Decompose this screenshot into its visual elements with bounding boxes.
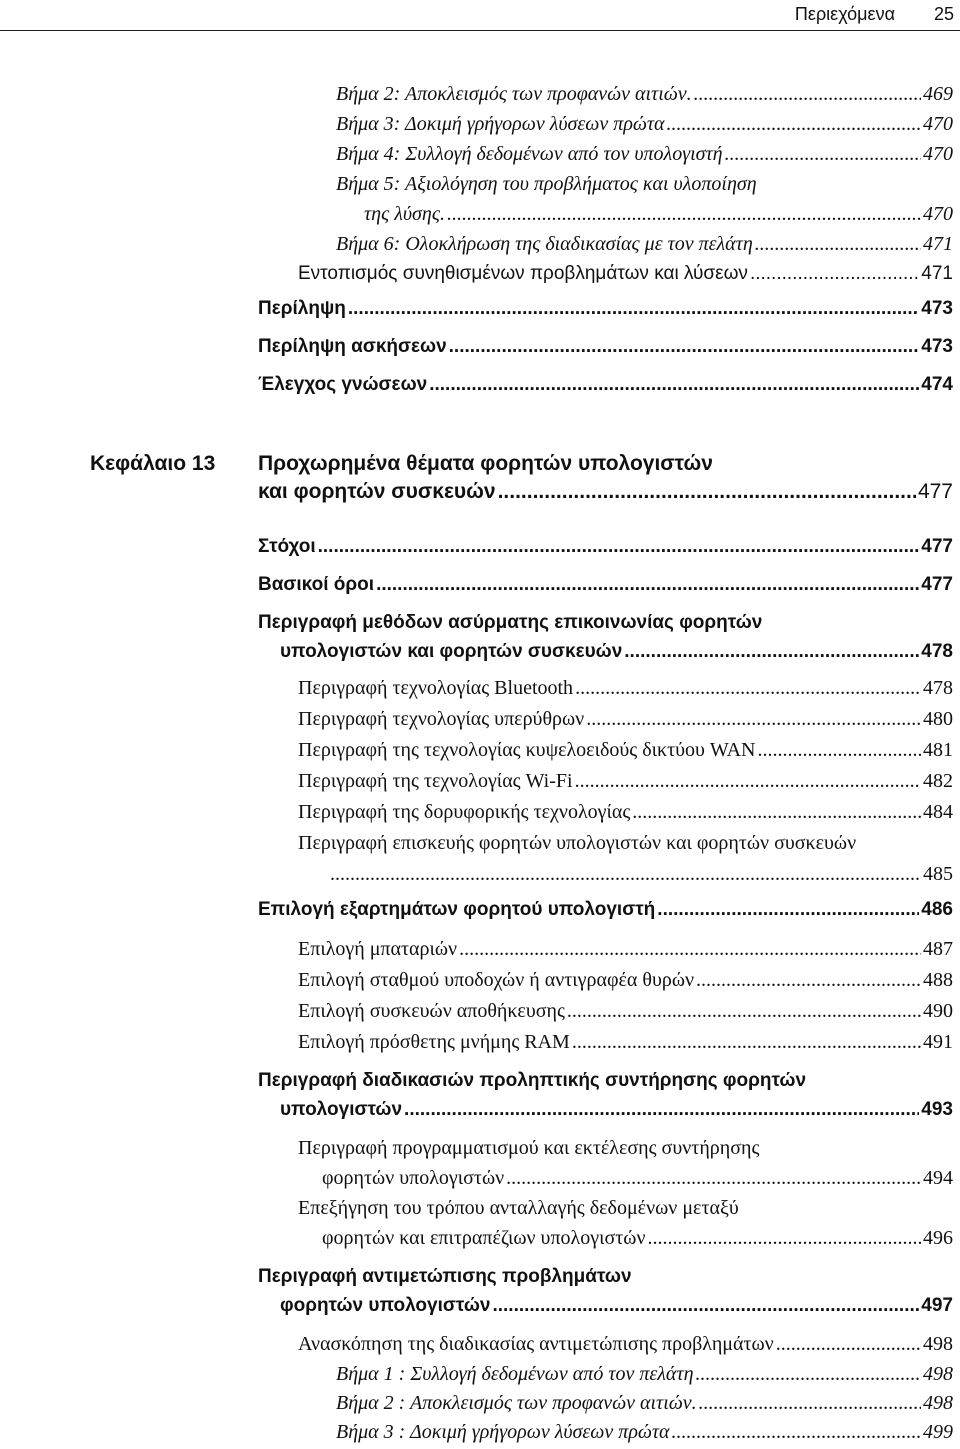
toc-entry[interactable]: Περιγραφή της δορυφορικής τεχνολογίας ..... 484 bbox=[298, 802, 953, 822]
toc-entry-first-line: Βήμα 5: Αξιολόγηση του προβλήματος και υλοποίηση bbox=[336, 173, 757, 195]
toc-entry[interactable]: φορητών υπολογιστών ..... 497 bbox=[280, 1296, 953, 1315]
toc-entry[interactable]: Περίληψη ασκήσεων ..... 473 bbox=[258, 337, 953, 356]
toc-entry[interactable]: της λύσης. ..... 470 bbox=[364, 204, 953, 224]
toc-entry[interactable]: Βήμα 4: Συλλογή δεδομένων από τον υπολογιστή ..... 470 bbox=[336, 144, 953, 164]
toc-entry[interactable]: φορητών και επιτραπέζιων υπολογιστών ..... 496 bbox=[322, 1228, 953, 1248]
toc-entry[interactable]: Περιγραφή τεχνολογίας Bluetooth ..... 478 bbox=[298, 678, 953, 698]
toc-entry[interactable]: Βήμα 2 : Αποκλεισμός των προφανών αιτιών. ..... 498 bbox=[336, 1393, 953, 1413]
page-header bbox=[0, 0, 960, 31]
toc-entry[interactable]: Βήμα 3: Δοκιμή γρήγορων λύσεων πρώτα ..... 470 bbox=[336, 114, 953, 134]
toc-entry[interactable]: Περιγραφή της τεχνολογίας Wi-Fi ..... 482 bbox=[298, 771, 953, 791]
toc-entry[interactable]: ..... 485 bbox=[330, 864, 953, 884]
toc-entry[interactable]: υπολογιστών ..... 493 bbox=[280, 1100, 953, 1119]
toc-entry[interactable]: Βήμα 1 : Συλλογή δεδομένων από τον πελάτη ..... 498 bbox=[336, 1364, 953, 1384]
chapter-label: Κεφάλαιο 13 bbox=[90, 452, 216, 475]
toc-entry[interactable]: Στόχοι ..... 477 bbox=[258, 537, 953, 556]
header-title: Περιεχόμενα bbox=[794, 4, 895, 24]
toc-entry[interactable]: Ανασκόπηση της διαδικασίας αντιμετώπισης προβλημάτων ..... 498 bbox=[298, 1334, 953, 1354]
toc-entry[interactable]: Βήμα 3 : Δοκιμή γρήγορων λύσεων πρώτα ..... 499 bbox=[336, 1422, 953, 1442]
toc-entry[interactable]: Επιλογή εξαρτημάτων φορητού υπολογιστή ..... 486 bbox=[258, 900, 953, 919]
toc-entry[interactable]: Περιγραφή της τεχνολογίας κυψελοειδούς δικτύου WAN ..... 481 bbox=[298, 740, 953, 760]
toc-entry[interactable]: Περίληψη ..... 473 bbox=[258, 299, 953, 318]
toc-entry[interactable]: Περιγραφή τεχνολογίας υπερύθρων ..... 480 bbox=[298, 709, 953, 729]
toc-entry-first-line: Περιγραφή προγραμματισμού και εκτέλεσης συντήρησης bbox=[298, 1137, 760, 1159]
toc-entry[interactable]: Επιλογή πρόσθετης μνήμης RAM ..... 491 bbox=[298, 1032, 953, 1052]
chapter-title: Προχωρημένα θέματα φορητών υπολογιστών bbox=[258, 452, 713, 475]
header-page-number: 25 bbox=[933, 4, 954, 24]
toc-entry-first-line: Περιγραφή μεθόδων ασύρματης επικοινωνίας φορητών bbox=[258, 612, 763, 633]
toc-entry[interactable]: Βήμα 2: Αποκλεισμός των προφανών αιτιών. ..... 469 bbox=[336, 84, 953, 104]
chapter-title-entry[interactable]: και φορητών συσκευών ..... 477 bbox=[258, 481, 953, 502]
toc-entry-first-line: Περιγραφή διαδικασιών προληπτικής συντήρησης φορητών bbox=[258, 1070, 807, 1091]
toc-entry[interactable]: Εντοπισμός συνηθισμένων προβλημάτων και λύσεων ..... 471 bbox=[298, 264, 953, 283]
toc-entry[interactable]: φορητών υπολογιστών ..... 494 bbox=[322, 1168, 953, 1188]
toc-entry-first-line: Περιγραφή αντιμετώπισης προβλημάτων bbox=[258, 1266, 632, 1287]
toc-entry-first-line: Περιγραφή επισκευής φορητών υπολογιστών και φορητών συσκευών bbox=[298, 832, 857, 854]
toc-entry[interactable]: Επιλογή σταθμού υποδοχών ή αντιγραφέα θυρών ..... 488 bbox=[298, 970, 953, 990]
toc-entry[interactable]: υπολογιστών και φορητών συσκευών ..... 478 bbox=[280, 642, 953, 661]
toc-entry[interactable]: Επιλογή μπαταριών ..... 487 bbox=[298, 939, 953, 959]
toc-entry[interactable]: Έλεγχος γνώσεων ..... 474 bbox=[258, 375, 953, 394]
toc-entry-first-line: Επεξήγηση του τρόπου ανταλλαγής δεδομένων μεταξύ bbox=[298, 1197, 739, 1219]
toc-entry[interactable]: Επιλογή συσκευών αποθήκευσης ..... 490 bbox=[298, 1001, 953, 1021]
toc-entry[interactable]: Βήμα 6: Ολοκλήρωση της διαδικασίας με τον πελάτη ..... 471 bbox=[336, 234, 953, 254]
toc-entry[interactable]: Βασικοί όροι ..... 477 bbox=[258, 575, 953, 594]
